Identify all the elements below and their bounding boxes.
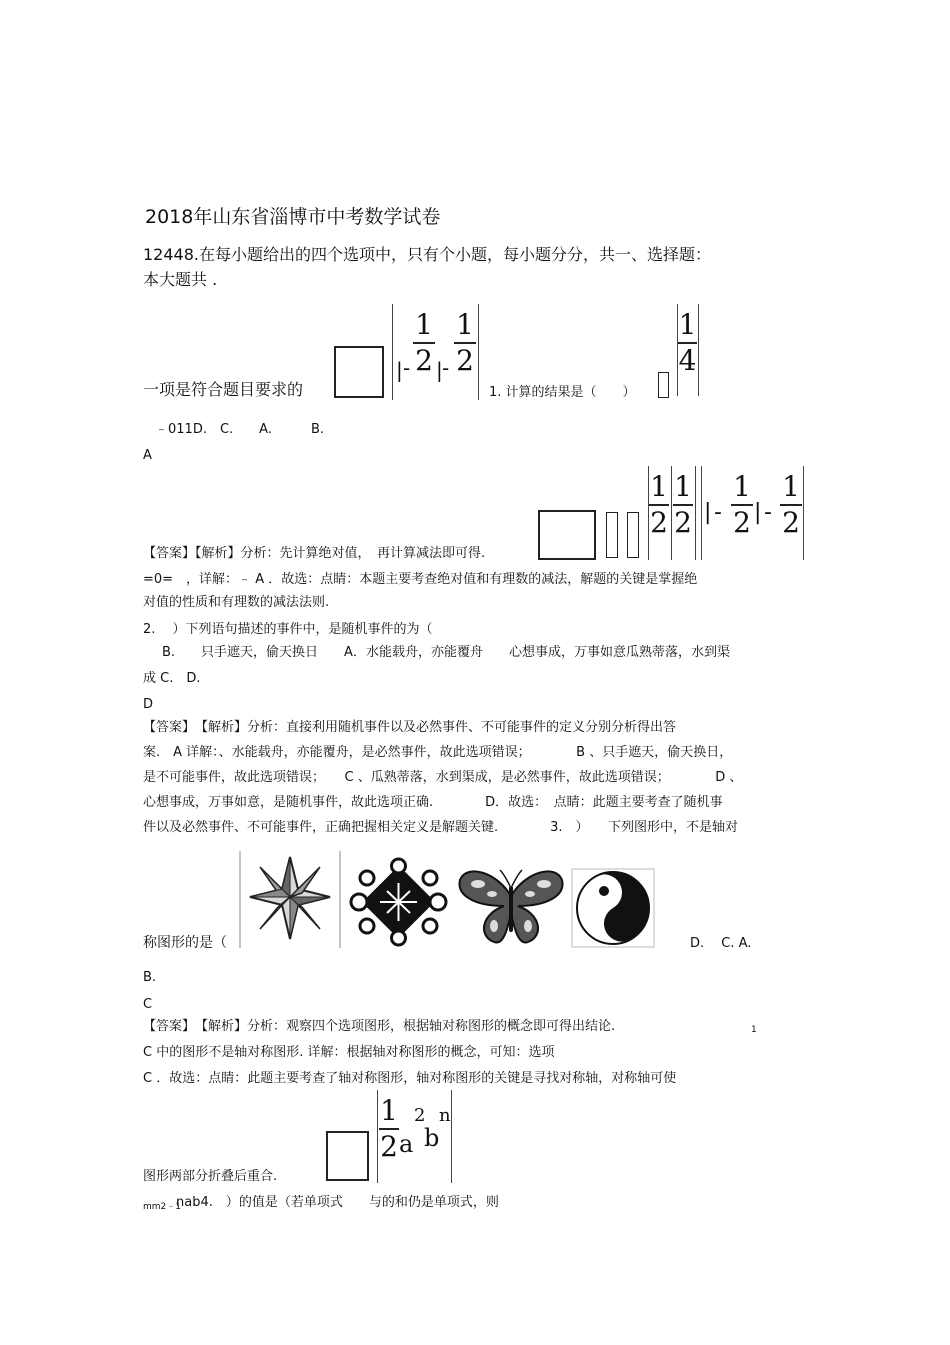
q1-answer-fraction-2-numerator: 1: [674, 470, 692, 503]
q1-detail-2: 对值的性质和有理数的减法法则.: [143, 595, 330, 610]
q1-analysis: 【答案】【解析】分析：先计算绝对值， 再计算减法即可得.: [143, 546, 486, 561]
q1-fraction-1: [413, 310, 435, 376]
q1-answer-minus-2: -: [764, 500, 772, 525]
q1-requirement: 一项是符合题目要求的: [143, 380, 304, 399]
q1-blank-box: [334, 346, 384, 398]
q1-fraction-2-numerator: 1: [456, 308, 474, 341]
q1-answer-fraction-2-denominator: 2: [674, 506, 692, 539]
q1-answer-small-box-1: [606, 512, 618, 558]
q1-answer-abs-bar: |: [704, 500, 712, 525]
q3-detail-2: C ．故选：点睛：此题主要考查了轴对称图形，轴对称图形的关键是寻找对称轴，对称轴可使: [143, 1071, 677, 1086]
q1-answer-fraction-1-numerator: 1: [650, 470, 668, 503]
q1-answer-fraction-3-numerator: 1: [733, 470, 751, 503]
q1-detail-1: =0= ，详解：﹣ A ．故选：点睛：本题主要考查绝对值和有理数的减法，解题的关键是掌握绝: [143, 572, 698, 587]
q1-small-box: [658, 372, 669, 398]
q1-minus-2: -: [442, 356, 450, 380]
q4-image-border-left: [377, 1090, 378, 1183]
q1-minus-1: -: [403, 356, 411, 380]
q3-option-b: B.: [143, 970, 157, 985]
q4-var-a: a: [399, 1130, 414, 1158]
q3-detail-3: 图形两部分折叠后重合.: [143, 1169, 278, 1184]
q1-answer-fraction-4: [780, 472, 802, 538]
q2-detail-1: 案. A 详解：、水能载舟，亦能覆舟，是必然事件，故此选项错误； B 、只手遮天，偷天换日，: [143, 745, 733, 760]
q3-detail-1: C 中的图形不是轴对称图形. 详解：根据轴对称图形的概念，可知：选项: [143, 1045, 555, 1060]
q1-answer-border-3: [695, 466, 696, 560]
q2-options-2: 成 C. D.: [143, 671, 201, 686]
q2-analysis: 【答案】 【解析】分析：直接利用随机事件以及必然事件、不可能事件的定义分别分析得出答: [143, 720, 677, 735]
q2-detail-4: 件以及必然事件、不可能事件，正确把握相关定义是解题关键. 3. ） 下列图形中，不是轴对: [143, 820, 739, 835]
q1-answer-fraction-1: [649, 472, 669, 538]
q1-fraction-2: [454, 310, 476, 376]
q3-option-butterfly-image: [456, 866, 566, 948]
q4-image-border-right: [451, 1090, 452, 1183]
q3-option-yinyang-image: [571, 868, 655, 948]
q1-options: ﹣011D. C. A. B.: [155, 422, 325, 437]
butterfly-icon: [456, 866, 566, 948]
q1-fraction-1-denominator: 2: [415, 344, 433, 377]
q1-answer-box: [538, 510, 596, 560]
q3-option-knot-image: [347, 856, 450, 948]
q2-detail-2: 是不可能事件，故此选项错误； C 、瓜熟蒂落，水到渠成，是必然事件，故此选项错误； D 、: [143, 770, 743, 785]
q1-answer-abs-bar-2: |: [754, 500, 762, 525]
q4-fraction-numerator: 1: [380, 1094, 398, 1127]
star-compass-icon: [238, 851, 342, 948]
q1-answer-minus-1: -: [714, 500, 722, 525]
q3-analysis: 【答案】 【解析】分析：观察四个选项图形，根据轴对称图形的概念即可得出结论.: [143, 1019, 616, 1034]
intro-line-2: 本大题共 .: [143, 270, 218, 289]
q1-quarter-numerator: 1: [678, 308, 697, 341]
q2-detail-3: 心想事成，万事如意，是随机事件，故此选项正确. D．故选： 点睛：此题主要考查了随机事: [143, 795, 723, 810]
q1-answer-border-4: [701, 466, 702, 560]
q1-fraction-quarter: [678, 310, 697, 376]
q1-fraction-2-denominator: 2: [456, 344, 474, 377]
q3-options: D. C. A.: [690, 936, 752, 951]
q1-answer-fraction-2: [673, 472, 693, 538]
q4-exp-2: 2: [414, 1105, 426, 1126]
q1-quarter-border-right: [698, 304, 699, 396]
document-title: 2018年山东省淄博市中考数学试卷: [145, 206, 441, 228]
q1-image-border-left: [392, 304, 393, 400]
q2-question: 2. ）下列语句描述的事件中，是随机事件的为（: [143, 622, 433, 637]
page-number: 1: [751, 1025, 757, 1035]
q1-answer-fraction-1-denominator: 2: [650, 506, 668, 539]
yin-yang-icon: [571, 868, 655, 948]
q1-answer-fraction-3: [731, 472, 753, 538]
q1-abs-bar-2: |: [436, 358, 443, 382]
q1-answer-fraction-4-denominator: 2: [782, 506, 800, 539]
q4-blank-box: [326, 1131, 369, 1181]
intro-line-1: 12448.在每小题给出的四个选项中，只有个小题，每小题分分，共一、选择题：: [143, 245, 711, 264]
q1-answer-border-5: [803, 466, 804, 560]
q1-question: 1. 计算的结果是（ ）: [489, 385, 636, 400]
q3-option-star-image: [238, 851, 342, 948]
q1-abs-bar-1: |: [396, 358, 403, 382]
q2-options-1: B. 只手遮天，偷天换日 A．水能载舟，亦能覆舟 心想事成，万事如意瓜熟蒂落，水到渠: [162, 645, 730, 660]
q1-answer-border-2: [671, 466, 672, 560]
q1-answer-fraction-3-denominator: 2: [733, 506, 751, 539]
q3-answer-letter: C: [143, 997, 153, 1012]
q4-prefix: mm2﹣1: [143, 1202, 181, 1212]
q2-answer-letter: D: [143, 697, 154, 712]
q1-answer-small-box-2: [627, 512, 639, 558]
q3-stem: 称图形的是（: [143, 935, 227, 951]
q1-quarter-denominator: 4: [678, 344, 697, 377]
q4-var-b: b: [424, 1124, 440, 1152]
q4-fraction: [379, 1096, 399, 1162]
q1-answer-fraction-4-numerator: 1: [782, 470, 800, 503]
q1-image-border-right: [478, 304, 479, 400]
q1-fraction-1-numerator: 1: [415, 308, 433, 341]
q4-text: nab4. ）的值是（若单项式 与的和仍是单项式，则: [176, 1195, 499, 1210]
q4-exp-n: n: [439, 1105, 451, 1126]
chinese-knot-icon: [347, 856, 450, 948]
q1-answer-letter: A: [143, 448, 152, 463]
q4-fraction-denominator: 2: [380, 1130, 398, 1163]
